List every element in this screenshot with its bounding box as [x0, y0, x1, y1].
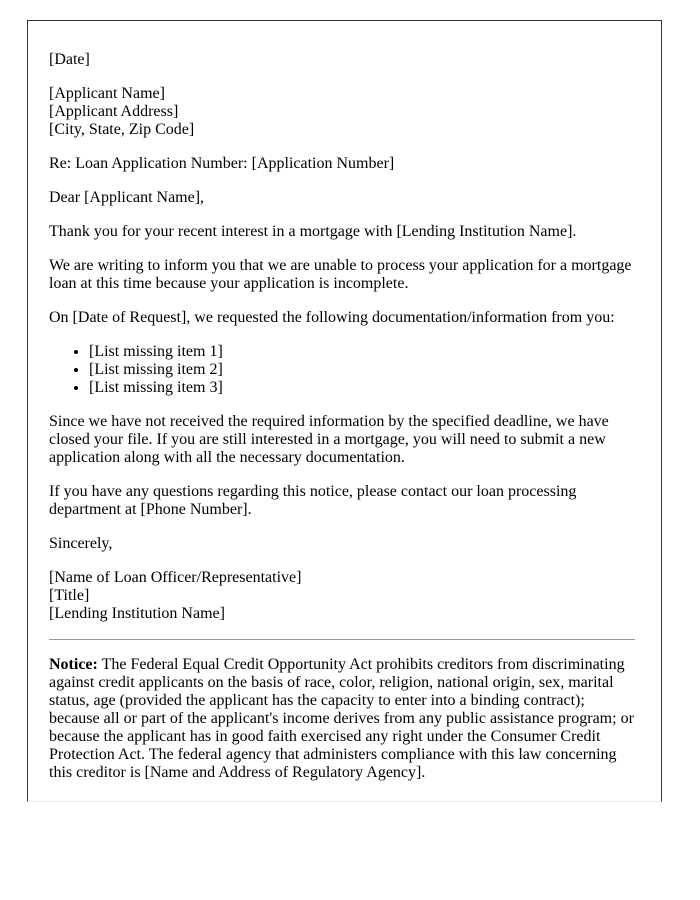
date-line: [Date] [49, 51, 90, 68]
subject-line: Re: Loan Application Number: [Application Number] [49, 155, 395, 172]
paragraph-questions-contact: If you have any questions regarding this notice, please contact our loan processing department at [Phone Number]. [49, 483, 577, 518]
paragraph-requested-documentation: On [Date of Request], we requested the following documentation/information from you: [49, 309, 615, 326]
missing-items-list [49, 343, 635, 397]
recipient-address-line: [Applicant Address] [49, 103, 179, 120]
recipient-name-line: [Applicant Name] [49, 85, 165, 102]
recipient-address-block [49, 85, 635, 139]
signature-title-line: [Title] [49, 587, 90, 604]
paragraph-file-closed: Since we have not received the required information by the specified deadline, we have closed your file. If you are still interested in a mortgage, you will need to submit a new application along with all the necessary documentation. [49, 413, 609, 466]
recipient-city-state-zip-line: [City, State, Zip Code] [49, 121, 195, 138]
paragraph-unable-to-process: We are writing to inform you that we are unable to process your application for a mortgage loan at this time because your application is incomplete. [49, 257, 632, 292]
list-item: • [List missing item 3] [89, 379, 635, 397]
notice-paragraph [49, 656, 635, 782]
closing: Sincerely, [49, 535, 113, 552]
notice-divider-rule [49, 639, 635, 640]
salutation: Dear [Applicant Name], [49, 189, 205, 206]
signature-institution-line: [Lending Institution Name] [49, 605, 225, 622]
list-item: • [List missing item 1] [89, 343, 635, 361]
letter-page [27, 20, 662, 802]
list-item: • [List missing item 2] [89, 361, 635, 379]
paragraph-thank-you: Thank you for your recent interest in a mortgage with [Lending Institution Name]. [49, 223, 577, 240]
notice-text: The Federal Equal Credit Opportunity Act prohibits creditors from discriminating against credit applicants on the basis of race, color, religion, national origin, sex, marital status, age (provided the applicant has the capacity to enter into a binding contract); because all or part of the applicant's income derives from any public assistance program; or because the applicant has in good faith exercised any right under the Consumer Credit Protection Act. The federal agency that administers compliance with this law concerning this creditor is [Name and Address of Regulatory Agency]. [49, 656, 634, 781]
notice-label: Notice: [49, 656, 98, 673]
signature-block [49, 569, 635, 623]
signature-name-line: [Name of Loan Officer/Representative] [49, 569, 302, 586]
